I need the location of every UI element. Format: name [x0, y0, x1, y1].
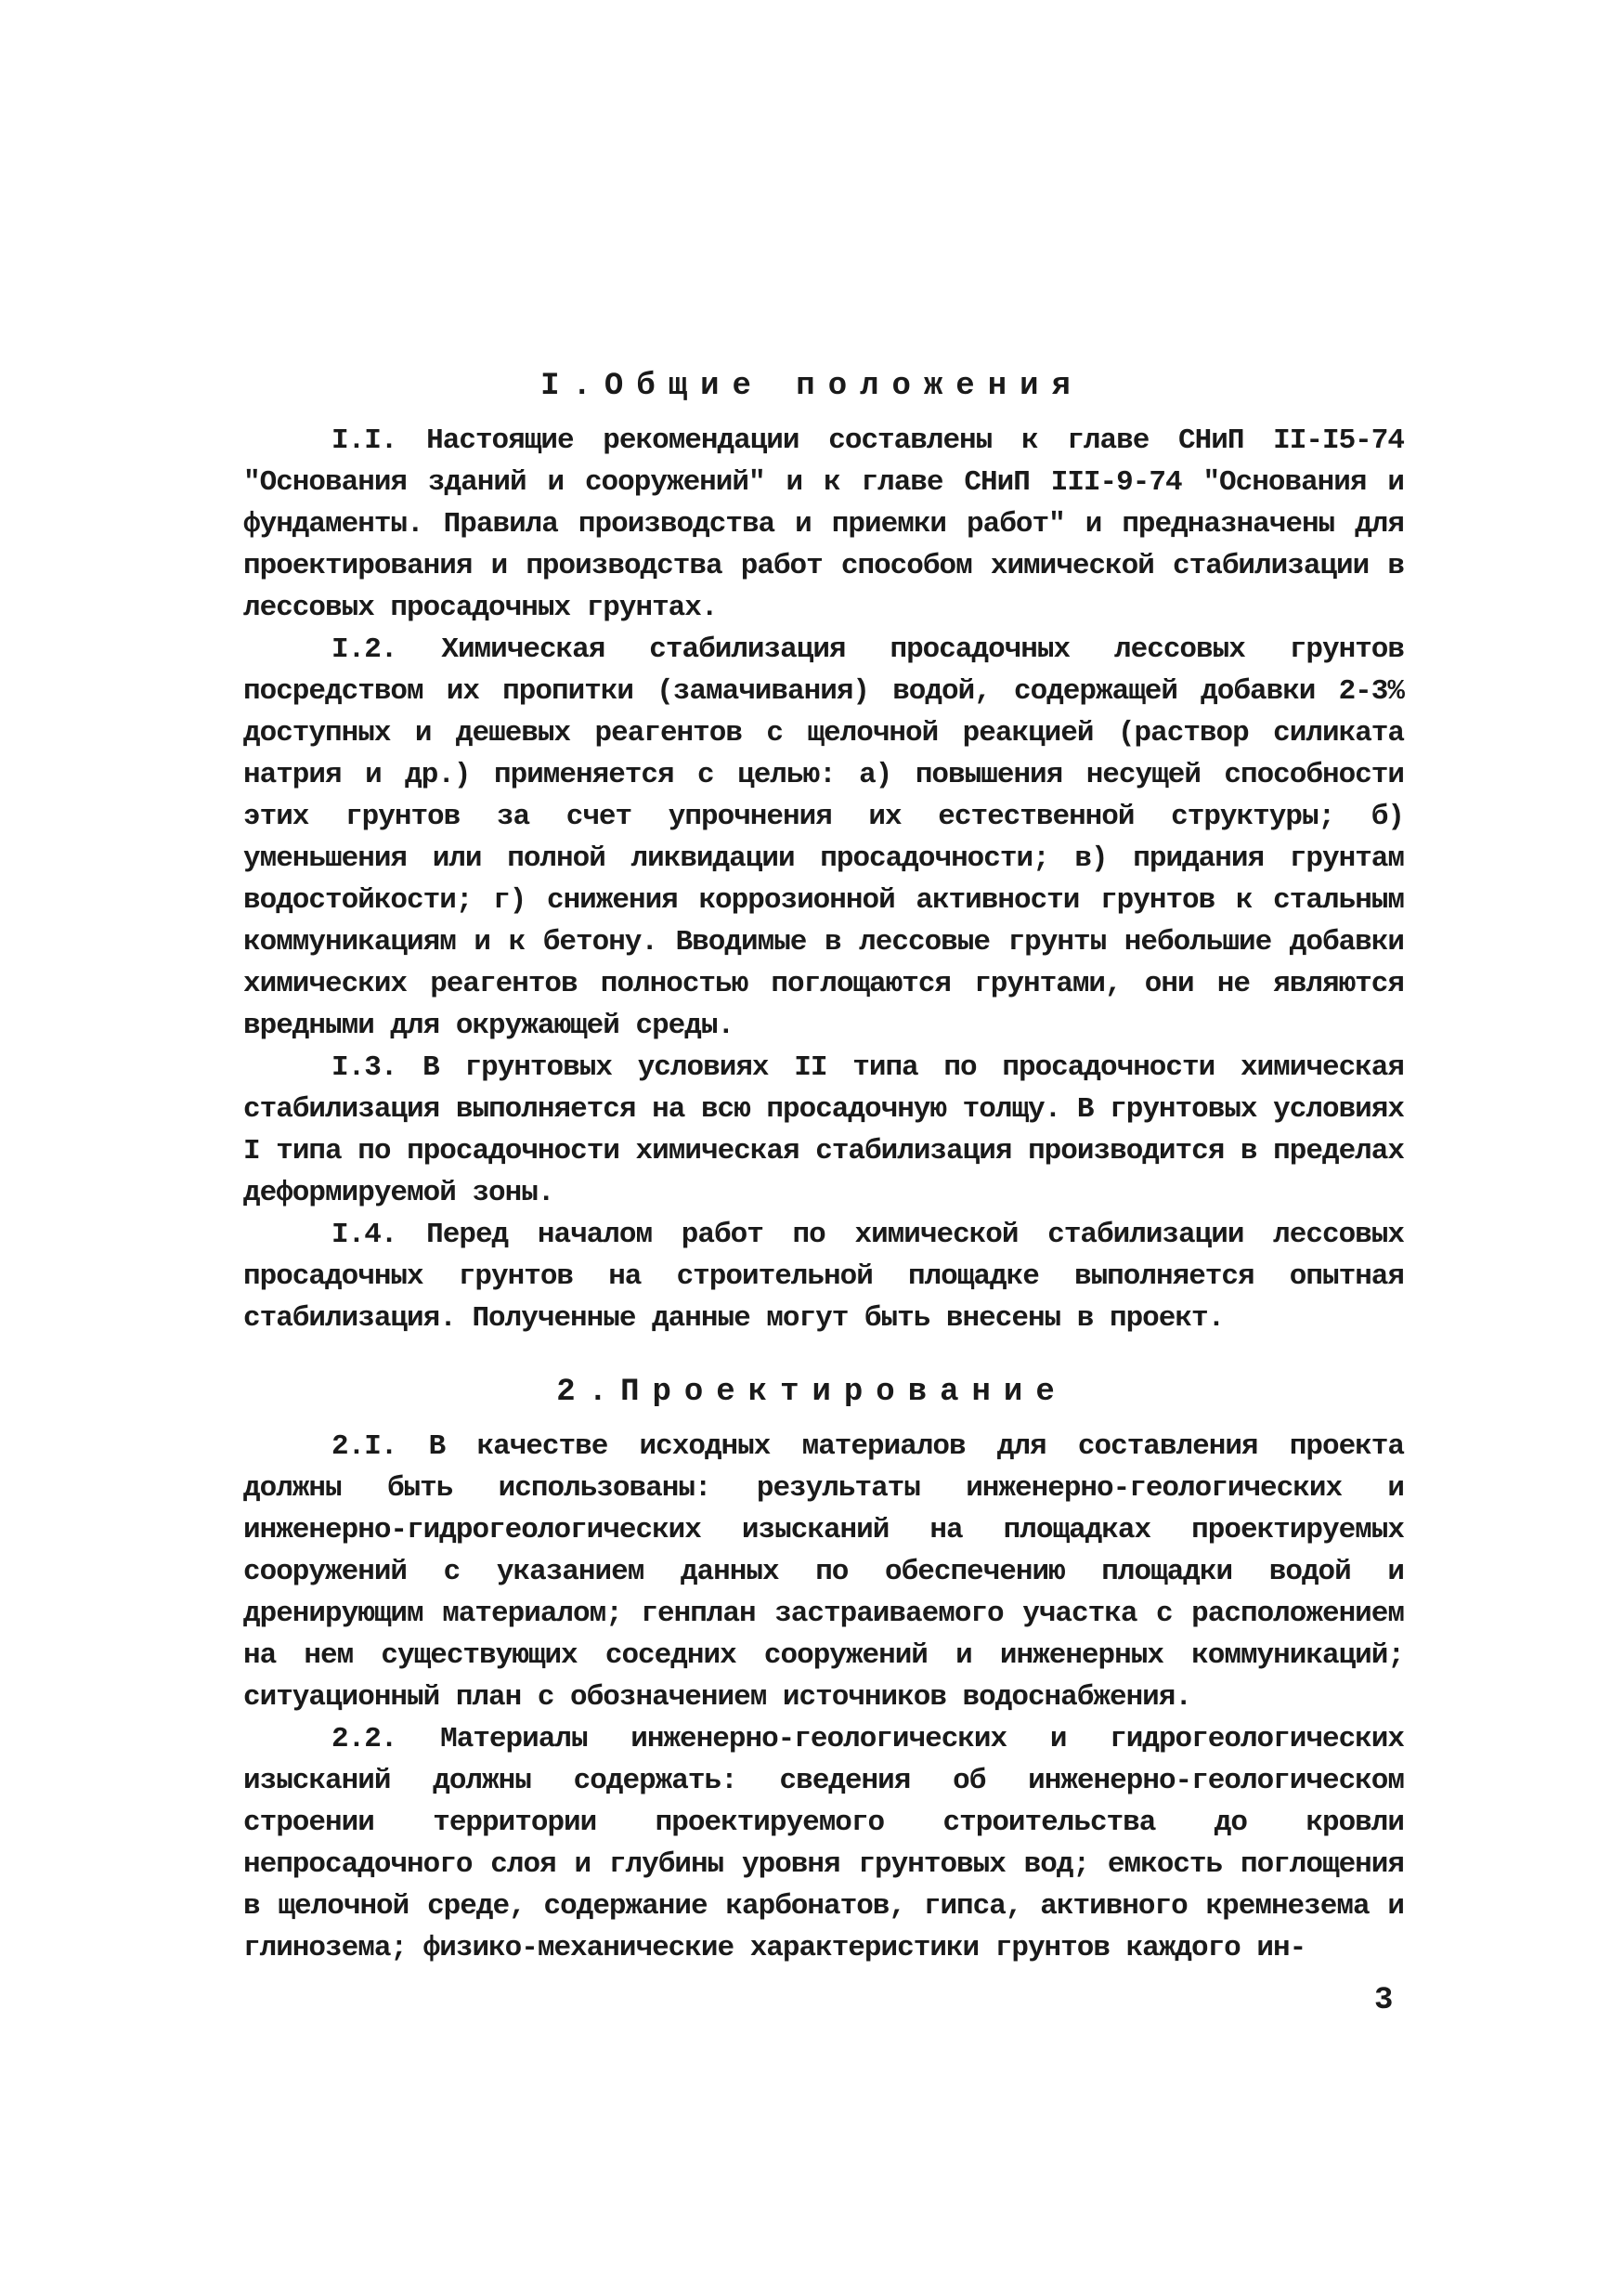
section-2-heading: 2.Проектирование [556, 1375, 1068, 1410]
paragraph-2-2: 2.2. Материалы инженерно-геологических и гидрогеологических изысканий должны содержать: сведения об инженерно-геологическом строении территории проектируемого строительства до кровли непросадочного слоя и глубины уровня грунтовых вод; емкость поглощения в щелочной среде, содержание карбонатов, гипса, активного кремнезема и глинозема; физико-механические характеристики грунтов каждого ин- [243, 1723, 1404, 1964]
paragraph-2-1: 2.I. В качестве исходных материалов для составления проекта должны быть использованы: результаты инженерно-геологических и инженерно-гидрогеологических изысканий на площадках проектируемых сооружений с указанием данных по обеспечению площадки водой и дренирующим материалом; генплан застраиваемого участка с расположением на нем существующих соседних сооружений и инженерных коммуникаций; ситуационный план с обозначением источников водоснабжения. [243, 1430, 1404, 1714]
paragraph-1-2: I.2. Химическая стабилизация просадочных лессовых грунтов посредством их пропитки (замачивания) водой, содержащей добавки 2-3% доступных и дешевых реагентов с щелочной реакцией (раствор силиката натрия и др.) применяется с целью: а) повышения несущей способности этих грунтов за счет упрочнения их естественной структуры; б) уменьшения или полной ликвидации просадочности; в) придания грунтам водостойкости; г) снижения коррозионной активности грунтов к стальным коммуникациям и к бетону. Вводимые в лессовые грунты небольшие добавки химических реагентов полностью поглощаются грунтами, они не являются вредными для окружающей среды. [243, 633, 1404, 1042]
paragraph-1-1: I.I. Настоящие рекомендации составлены к главе СНиП II-I5-74 "Основания зданий и сооружений" и к главе СНиП III-9-74 "Основания и фундаменты. Правила производства и приемки работ" и предназначены для проектирования и производства работ способом химической стабилизации в лессовых просадочных грунтах. [243, 424, 1404, 624]
paragraph-1-4: I.4. Перед началом работ по химической стабилизации лессовых просадочных грунтов на строительной площадке выполняется опытная стабилизация. Полученные данные могут быть внесены в проект. [243, 1219, 1404, 1335]
paragraph-1-3: I.3. В грунтовых условиях II типа по просадочности химическая стабилизация выполняется на всю просадочную толщу. В грунтовых условиях I типа по просадочности химическая стабилизация производится в пределах деформируемой зоны. [243, 1051, 1404, 1209]
page-number: 3 [1374, 1983, 1394, 2018]
section-1-heading: I.Общие положения [540, 369, 1084, 404]
